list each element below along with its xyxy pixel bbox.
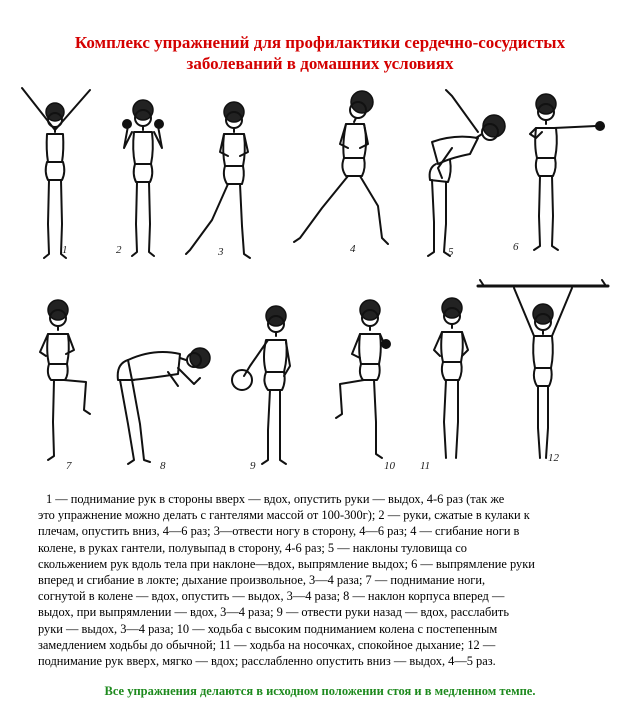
figure-number-8: 8 (160, 460, 166, 472)
figure-number-6: 6 (513, 241, 519, 253)
figure-number-9: 9 (250, 460, 256, 472)
exercise-illustrations (0, 78, 640, 478)
description-line: колене, в руках гантели, полувыпад в сторону, 4-6 раз; 5 — наклоны туловища со (38, 540, 467, 555)
figure-number-2: 2 (116, 244, 122, 256)
description-line: замедлением ходьбы до обычной; 11 — ходьба на носочках, спокойное дыхание; 12 — (38, 637, 496, 652)
page-title (0, 32, 640, 74)
figure-number-1: 1 (62, 244, 68, 256)
description-line: руки — выдох, 3—4 раза; 10 — ходьба с высоким подниманием колена с постепенным (38, 621, 498, 636)
description-line: выдох, при выпрямлении — вдох, 3—4 раза; 9 — отвести руки назад — вдох, расслабить (38, 605, 509, 620)
exercise-figure-2 (108, 96, 178, 264)
description-line: скольжением рук вдоль тела при наклоне—вдох, выпрямление выдох; 6 — выпрямление руки (38, 556, 535, 571)
figure-number-7: 7 (66, 460, 72, 472)
figure-number-10: 10 (384, 460, 395, 472)
title-line-1: Комплекс упражнений для профилактики сердечно-сосудистых (74, 33, 566, 52)
description-line: 1 — поднимание рук в стороны вверх — вдох, опустить руки — выдох, 4-6 раз (так же (46, 492, 505, 506)
figure-number-4: 4 (350, 243, 356, 255)
exercise-figure-6 (506, 92, 606, 264)
exercise-figure-10 (316, 298, 406, 468)
exercise-figure-7 (14, 298, 104, 468)
exercise-figure-4 (292, 88, 402, 260)
exercise-figure-3 (182, 100, 282, 264)
title-line-2: заболеваний в домашних условиях (186, 54, 454, 73)
description-line: это упражнение можно делать с гантелями массой от 100-300г); 2 — руки, сжатые в кулаки к (38, 508, 530, 523)
description-line: плечам, опустить вниз, 4—6 раз; 3—отвести ногу в сторону, 4—6 раз; 4 — сгибание ноги в (38, 524, 520, 539)
description-line: согнутой в колене — вдох, опустить — выдох, 3—4 раза; 8 — наклон корпуса вперед — (38, 589, 505, 604)
figure-number-11: 11 (420, 460, 431, 472)
exercise-figure-9 (222, 304, 312, 470)
footer-note: Все упражнения делаются в исходном положении стоя и в медленном темпе. (104, 684, 536, 698)
exercise-figure-8 (108, 328, 218, 468)
exercise-figure-1 (10, 84, 100, 264)
figure-number-3: 3 (218, 246, 224, 258)
figure-number-5: 5 (448, 246, 454, 258)
exercise-figure-12 (478, 276, 608, 466)
exercise-description (38, 491, 628, 669)
description-line: поднимание рук вверх, мягко — вдох; расслабленно опустить вниз — выдох, 4—5 раз. (38, 654, 496, 669)
description-line: вперед и сгибание в локте; дыхание произвольное, 3—4 раза; 7 — поднимание ноги, (38, 573, 486, 588)
figure-number-12: 12 (548, 452, 559, 464)
exercise-figure-5 (412, 88, 512, 264)
